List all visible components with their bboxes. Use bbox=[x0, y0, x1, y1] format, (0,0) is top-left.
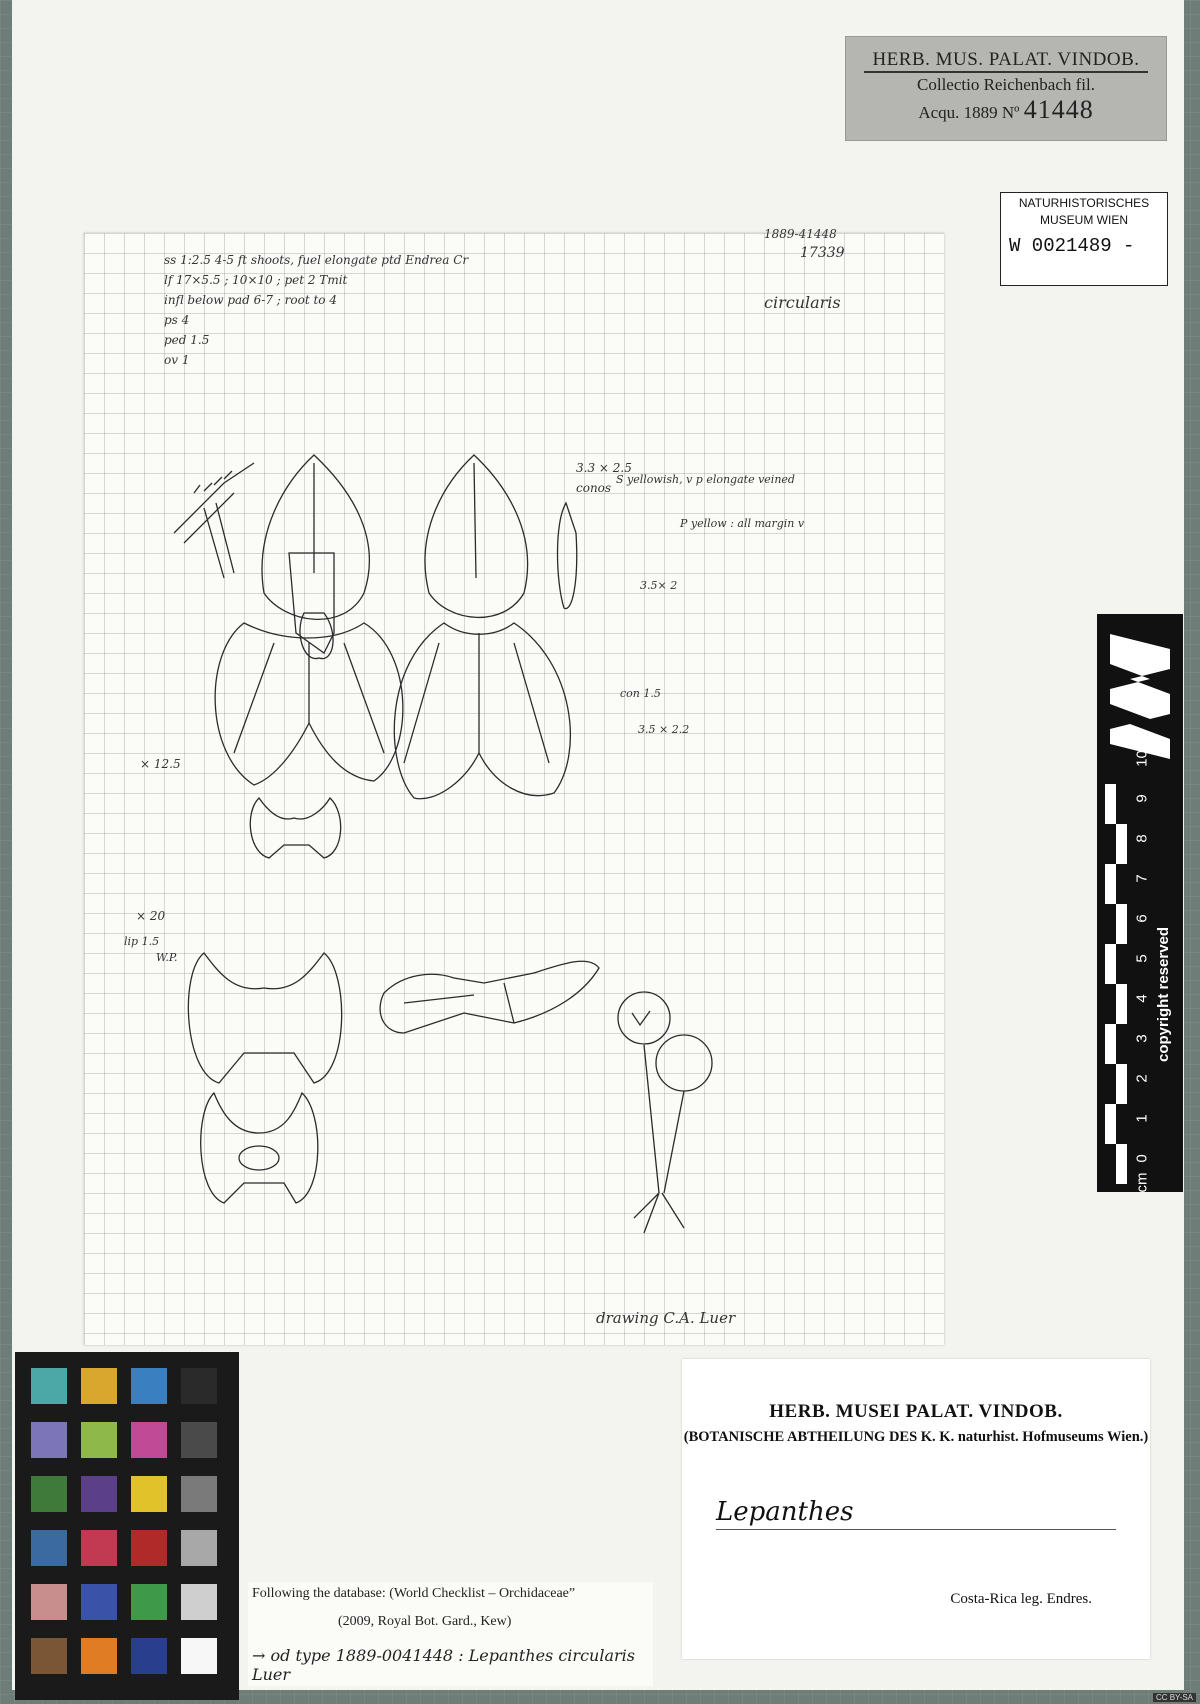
color-swatch bbox=[181, 1638, 217, 1674]
note-dim-3: con 1.5 bbox=[620, 687, 661, 700]
note-dim-1: 3.3 × 2.5 bbox=[576, 461, 632, 475]
color-swatch bbox=[181, 1422, 217, 1458]
color-swatch bbox=[81, 1530, 117, 1566]
color-swatch bbox=[131, 1638, 167, 1674]
color-swatch bbox=[181, 1368, 217, 1404]
herbarium-label bbox=[682, 1359, 1150, 1659]
database-line-1: Following the database: (World Checklist – Orchidaceae” bbox=[252, 1586, 576, 1601]
note-line-6: ov 1 bbox=[164, 353, 190, 367]
accession-collection: Collectio Reichenbach fil. bbox=[917, 75, 1095, 94]
lip-enlarged bbox=[188, 953, 341, 1083]
color-swatch bbox=[31, 1368, 67, 1404]
scale-ruler bbox=[1097, 614, 1183, 1192]
note-dim-2: 3.5× 2 bbox=[640, 579, 678, 592]
color-swatch bbox=[31, 1530, 67, 1566]
barcode-number: W 0021489 - bbox=[1009, 235, 1135, 257]
museum-barcode-label bbox=[1000, 192, 1168, 286]
ruler-num: 2 bbox=[1133, 1074, 1151, 1083]
ruler-num: 0 bbox=[1133, 1154, 1151, 1163]
accession-prefix: Acqu. 1889 Nº bbox=[918, 103, 1020, 122]
color-swatch bbox=[181, 1476, 217, 1512]
ruler-num: 7 bbox=[1133, 874, 1151, 883]
note-line-2: lf 17×5.5 ; 10×10 ; pet 2 Tmit bbox=[164, 273, 348, 287]
color-swatch bbox=[81, 1422, 117, 1458]
herbarium-subtitle: (BOTANISCHE ABTHEILUNG DES K. K. naturhist. Hofmuseums Wien.) bbox=[683, 1429, 1149, 1445]
ruler-num: 6 bbox=[1133, 914, 1151, 923]
note-line-1: ss 1:2.5 4-5 ft shoots, fuel elongate ptd Endrea Cr bbox=[164, 253, 469, 267]
leaf-circle-1 bbox=[618, 992, 670, 1044]
ruler-num: 9 bbox=[1133, 794, 1151, 803]
petal-detail bbox=[558, 503, 577, 609]
genus-name: Lepanthes bbox=[716, 1497, 854, 1527]
stem-fragment bbox=[174, 463, 254, 578]
note-scale-1: × 12.5 bbox=[140, 757, 181, 771]
herbarium-title: HERB. MUSEI PALAT. VINDOB. bbox=[769, 1401, 1063, 1422]
ruler-num: 3 bbox=[1133, 1034, 1151, 1043]
color-swatch bbox=[181, 1584, 217, 1620]
database-label bbox=[248, 1582, 653, 1686]
color-swatch bbox=[131, 1368, 167, 1404]
note-dim-1b: conos bbox=[576, 481, 612, 495]
color-swatch bbox=[131, 1476, 167, 1512]
license-badge: CC BY-SA bbox=[1153, 1693, 1196, 1702]
genus-underline bbox=[716, 1529, 1116, 1530]
ruler-num: 4 bbox=[1133, 994, 1151, 1003]
note-corner-num: 17339 bbox=[800, 245, 845, 261]
note-sepal: S yellowish, v p elongate veined bbox=[616, 473, 795, 486]
locality: Costa-Rica leg. Endres. bbox=[950, 1591, 1092, 1607]
habit-stems bbox=[634, 1045, 684, 1233]
color-swatch bbox=[31, 1584, 67, 1620]
accession-label bbox=[845, 36, 1167, 141]
signature: drawing C.A. Luer bbox=[596, 1309, 736, 1327]
museum-name-2: MUSEUM WIEN bbox=[1040, 213, 1128, 227]
ruler-bars bbox=[1105, 784, 1127, 1184]
note-line-4: ps 4 bbox=[164, 313, 190, 327]
ruler-unit: cm bbox=[1133, 1172, 1151, 1193]
note-dim-4: 3.5 × 2.2 bbox=[638, 723, 690, 736]
museum-name-1: NATURHISTORISCHES bbox=[1018, 196, 1150, 210]
ruler-num: 10 bbox=[1133, 750, 1151, 767]
dorsal-sepal-left bbox=[262, 455, 369, 619]
color-swatch bbox=[131, 1584, 167, 1620]
color-calibration-chart bbox=[15, 1352, 239, 1700]
color-swatch bbox=[81, 1584, 117, 1620]
note-scale-3a: lip 1.5 bbox=[124, 935, 160, 948]
color-swatch bbox=[81, 1368, 117, 1404]
note-corner-top: 1889-41448 bbox=[764, 227, 837, 241]
lip-bottom bbox=[201, 1093, 318, 1203]
note-line-3: infl below pad 6-7 ; root to 4 bbox=[164, 293, 337, 307]
color-swatch bbox=[131, 1422, 167, 1458]
ruler-copyright: copyright reserved bbox=[1155, 926, 1172, 1062]
ruler-num: 5 bbox=[1133, 954, 1151, 963]
note-scale-3b: W.P. bbox=[156, 951, 178, 964]
dorsal-sepal-right bbox=[425, 455, 528, 617]
color-swatch bbox=[31, 1638, 67, 1674]
database-line-3: → od type 1889-0041448 : Lepanthes circularis Luer bbox=[252, 1646, 635, 1684]
accession-number: 41448 bbox=[1023, 95, 1094, 124]
accession-title: HERB. MUS. PALAT. VINDOB. bbox=[864, 49, 1147, 73]
color-swatch bbox=[31, 1422, 67, 1458]
accession-number-line bbox=[846, 95, 1166, 125]
note-line-5: ped 1.5 bbox=[164, 333, 210, 347]
color-swatch bbox=[181, 1530, 217, 1566]
color-swatch bbox=[81, 1476, 117, 1512]
leaf-circle-2 bbox=[656, 1035, 712, 1091]
color-swatch bbox=[131, 1530, 167, 1566]
note-species: circularis bbox=[764, 293, 841, 312]
ruler-numbers bbox=[1131, 750, 1153, 1193]
note-scale-2: × 20 bbox=[136, 909, 166, 923]
column-side bbox=[380, 961, 599, 1033]
lateral-sepals-right bbox=[394, 623, 570, 799]
drawing-paper bbox=[84, 227, 944, 1345]
ruler-num: 1 bbox=[1133, 1114, 1151, 1123]
color-swatch bbox=[31, 1476, 67, 1512]
color-swatch bbox=[81, 1638, 117, 1674]
lip-small bbox=[250, 798, 340, 858]
orchid-drawings bbox=[84, 233, 944, 1345]
ruler-num: 8 bbox=[1133, 834, 1151, 843]
database-line-2: (2009, Royal Bot. Gard., Kew) bbox=[338, 1614, 512, 1629]
note-petal: P yellow : all margin v bbox=[680, 517, 805, 530]
